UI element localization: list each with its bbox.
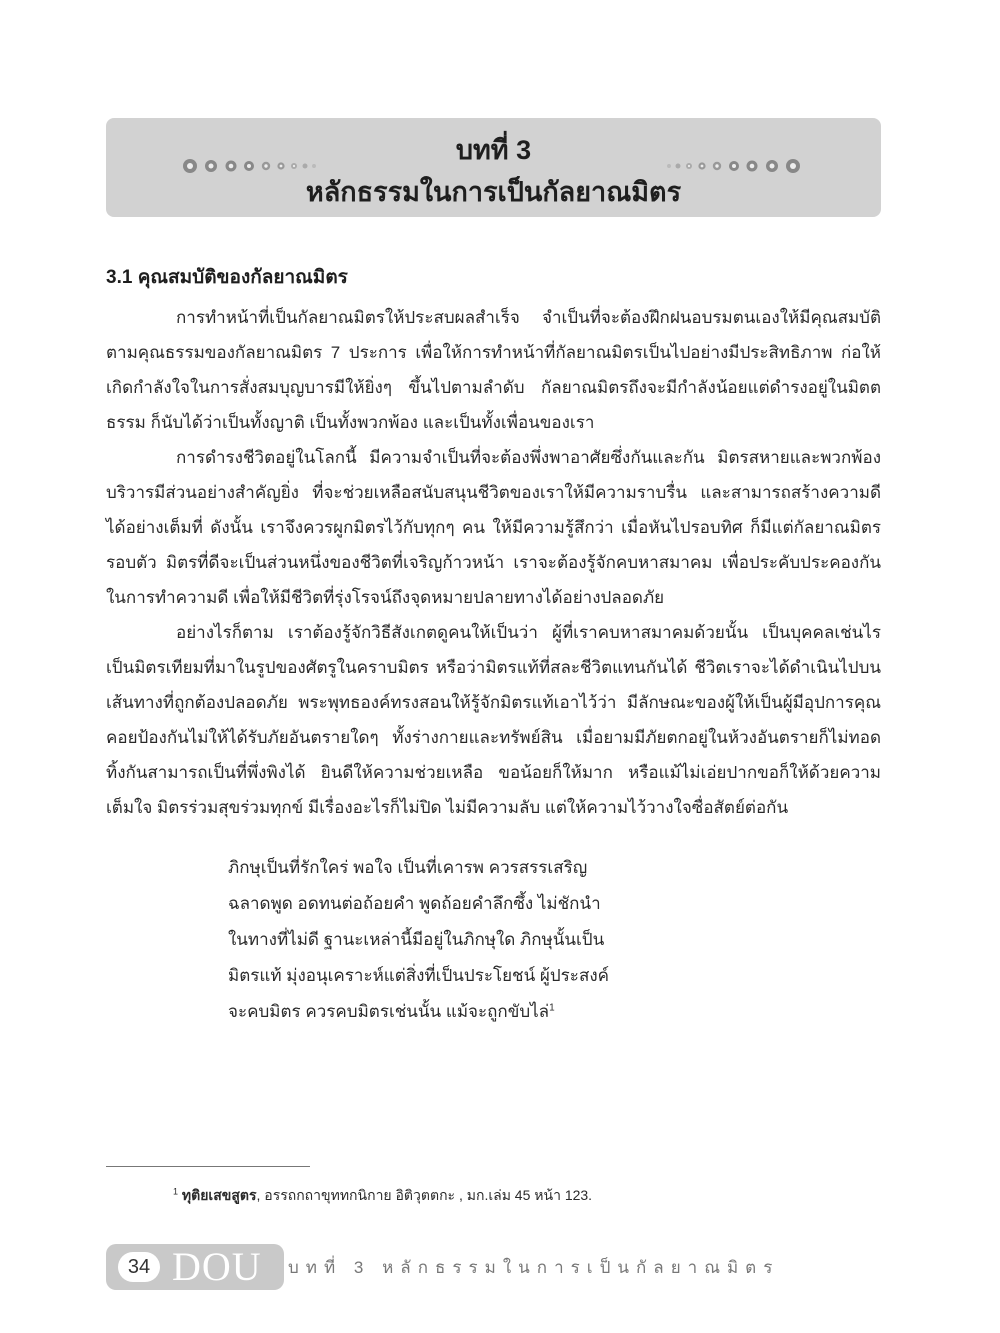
running-title: บทที่ 3 หลักธรรมในการเป็นกัลยาณมิตร [288,1258,780,1277]
footnote-source: ทุติยเสขสูตร [181,1187,257,1203]
dou-logo: DOU [172,1244,262,1289]
chapter-header [106,118,881,217]
footer-badge [106,1244,284,1290]
chapter-title: หลักธรรมในการเป็นกัลยาณมิตร [305,177,682,207]
chapter-number: บทที่ 3 [455,135,532,165]
page-number: 34 [118,1252,160,1282]
paragraph: การทำหน้าที่เป็นกัลยาณมิตรให้ประสบผลสำเร็จ จำเป็นที่จะต้องฝึกฝนอบรมตนเองให้มีคุณสมบัติตามคุณธรรมของกัลยาณมิตร 7 ประการ เพื่อให้การทำหน้าที่กัลยาณมิตรเป็นไปอย่างมีประสิทธิภาพ ก่อให้เกิดกำลังใจในการสั่งสมบุญบารมีให้ยิ่งๆ ขึ้นไปตามลำดับ กัลยาณมิตรถึงจะมีกำลังน้อยแต่ดำรงอยู่ในมิตตธรรม ก็นับได้ว่าเป็นทั้งญาติ เป็นทั้งพวกพ้อง และเป็นทั้งเพื่อนของเรา [106,308,881,432]
verse-line-last [228,994,609,1030]
verse-line: ภิกษุเป็นที่รักใคร่ พอใจ เป็นที่เคารพ ควรสรรเสริญ [228,858,588,877]
verse-line: มิตรแท้ มุ่งอนุเคราะห์แต่สิ่งที่เป็นประโยชน์ ผู้ประสงค์ [228,966,609,985]
verse-line-text: จะคบมิตร ควรคบมิตรเช่นนั้น แม้จะถูกขับไล่ [228,1002,550,1021]
footnote [173,1185,592,1207]
footnote-number: 1 [173,1186,179,1197]
verse-quote [228,850,609,1030]
footnote-reference[interactable]: 1 [549,1002,555,1014]
body-text [106,300,881,825]
verse-line: ในทางที่ไม่ดี ฐานะเหล่านี้มีอยู่ในภิกษุใด ภิกษุนั้นเป็น [228,930,605,949]
section-heading: 3.1 คุณสมบัติของกัลยาณมิตร [106,267,348,288]
verse-line: ฉลาดพูด อดทนต่อถ้อยคำ พูดถ้อยคำลึกซึ้ง ไม่ชักนำ [228,894,601,913]
paragraph: การดำรงชีวิตอยู่ในโลกนี้ มีความจำเป็นที่จะต้องพึ่งพาอาศัยซึ่งกันและกัน มิตรสหายและพวกพ้องบริวารมีส่วนอย่างสำคัญยิ่ง ที่จะช่วยเหลือสนับสนุนชีวิตของเราให้มีความราบรื่น และสามารถสร้างความดีได้อย่างเต็มที่ ดังนั้น เราจึงควรผูกมิตรไว้กับทุกๆ คน ให้มีความรู้สึกว่า เมื่อหันไปรอบทิศ ก็มีแต่กัลยาณมิตรรอบตัว มิตรที่ดีจะเป็นส่วนหนึ่งของชีวิตที่เจริญก้าวหน้า เราจะต้องรู้จักคบหาสมาคม เพื่อประคับประคองกันในการทำความดี เพื่อให้มีชีวิตที่รุ่งโรจน์ถึงจุดหมายปลายทางได้อย่างปลอดภัย [106,448,881,607]
footnote-divider [106,1166,310,1167]
footnote-text: , อรรถกถาขุททกนิกาย อิติวุตตกะ , มก.เล่ม 45 หน้า 123. [256,1187,593,1203]
paragraph: อย่างไรก็ตาม เราต้องรู้จักวิธีสังเกตดูคนให้เป็นว่า ผู้ที่เราคบหาสมาคมด้วยนั้น เป็นบุคคลเช่นไร เป็นมิตรเทียมที่มาในรูปของศัตรูในคราบมิตร หรือว่ามิตรแท้ที่สละชีวิตแทนกันได้ ชีวิตเราจะได้ดำเนินไปบนเส้นทางที่ถูกต้องปลอดภัย พระพุทธองค์ทรงสอนให้รู้จักมิตรแท้เอาไว้ว่า มีลักษณะของผู้ให้เป็นผู้มีอุปการคุณ คอยป้องกันไม่ให้ได้รับภัยอันตรายใดๆ ทั้งร่างกายและทรัพย์สิน เมื่อยามมีภัยตกอยู่ในห้วงอันตรายก็ไม่ทอดทิ้งกันสามารถเป็นที่พึ่งพิงได้ ยินดีให้ความช่วยเหลือ ขอน้อยก็ให้มาก หรือแม้ไม่เอ่ยปากขอก็ให้ด้วยความเต็มใจ มิตรร่วมสุขร่วมทุกข์ มีเรื่องอะไรก็ไม่ปิด ไม่มีความลับ แต่ให้ความไว้วางใจซื่อสัตย์ต่อกัน [106,623,881,817]
